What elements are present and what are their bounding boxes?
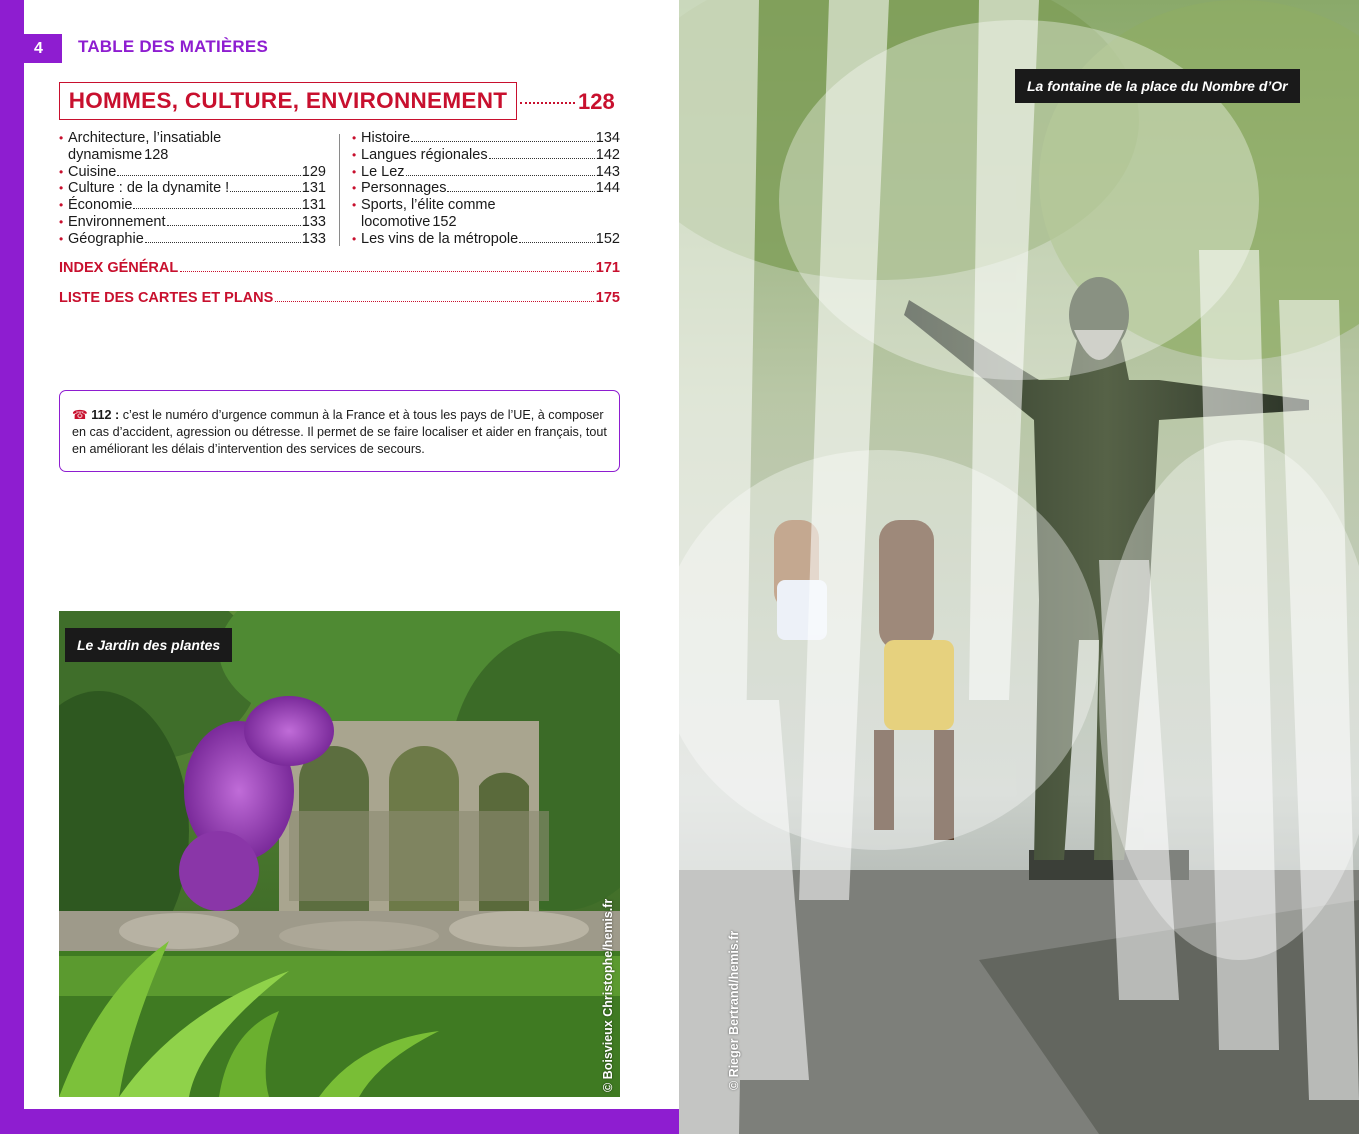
bullet-icon: • [352,131,357,145]
page-edge-bar [0,0,24,1109]
leader-dots [406,175,595,176]
toc-entry[interactable] [352,164,620,181]
toc-maps-entry[interactable] [59,290,620,306]
emergency-number: 112 : [91,408,120,422]
toc-entry[interactable] [59,130,326,164]
toc-label-cont: locomotive [361,213,431,230]
bullet-icon: • [352,231,357,246]
toc-label: Architecture, l’insatiable [68,130,222,146]
leader-dots [519,242,595,243]
page-bottom-bar [0,1109,679,1134]
index-page: 171 [595,260,620,276]
toc-label: Le Lez [361,163,405,180]
toc-page: 143 [595,163,620,180]
emergency-info-box [59,390,620,472]
toc-entry[interactable] [59,214,326,231]
toc-page: 131 [301,197,326,214]
column-divider [339,134,340,246]
toc-label-cont: dynamisme [68,146,143,163]
maps-label: LISTE DES CARTES ET PLANS [59,290,274,306]
toc-entry[interactable] [352,130,620,147]
phone-icon: ☎ [72,408,88,422]
toc-label: Sports, l’élite comme [361,197,496,214]
garden-credit: © Boisvieux Christophe/hemis.fr [601,898,615,1092]
section-leader-dots [520,102,575,104]
toc-entry[interactable] [59,164,326,181]
bullet-icon: • [352,147,357,162]
toc-entry[interactable] [59,231,326,248]
toc-column-right [352,130,620,248]
toc-page: 133 [301,230,326,247]
leader-dots [411,141,595,142]
toc-entry[interactable] [352,231,620,248]
toc-page: 134 [595,130,620,146]
leader-dots [180,271,594,272]
toc-page: 142 [595,146,620,163]
bullet-icon: • [59,198,64,213]
fountain-caption: La fontaine de la place du Nombre d’Or [1015,69,1300,103]
section-page[interactable]: 128 [578,89,615,114]
toc-label: Personnages [361,180,447,197]
leader-dots [167,225,301,226]
toc-page: 133 [301,213,326,230]
bullet-icon: • [59,214,64,229]
emergency-text: c’est le numéro d’urgence commun à la France et à tous les pays de l’UE, à composer en cas d’accident, agression ou détresse. Il permet de se faire localiser et aider en français, tout en améliorant les délais d’intervention des services de secours. [72,408,607,456]
toc-page: 144 [595,180,620,197]
toc-entry[interactable] [352,197,620,231]
fountain-credit: © Rieger Bertrand/hemis.fr [727,930,741,1090]
bullet-icon: • [59,231,64,246]
bullet-icon: • [59,181,64,196]
bullet-icon: • [352,181,357,196]
toc-label: Les vins de la métropole [361,230,519,247]
toc-page: 131 [301,180,326,197]
toc-page: 128 [144,146,169,163]
toc-entry[interactable] [59,197,326,214]
leader-dots [489,158,595,159]
toc-label: Histoire [361,130,411,146]
bullet-icon: • [352,164,357,179]
toc-entry[interactable] [352,147,620,164]
running-head: TABLE DES MATIÈRES [78,37,268,56]
index-label: INDEX GÉNÉRAL [59,260,179,276]
maps-page: 175 [595,290,620,306]
leader-dots [230,191,301,192]
leader-dots [133,208,300,209]
toc-label: Économie [68,197,133,214]
toc-index-entry[interactable] [59,260,620,276]
toc-column-left [59,130,326,248]
toc-label: Géographie [68,230,144,247]
fountain-photo [679,0,1359,1134]
leader-dots [117,175,300,176]
leader-dots [275,301,593,302]
fountain-illustration [679,0,1359,1134]
toc-entry[interactable] [59,180,326,197]
toc-label: Environnement [68,213,166,230]
garden-photo [59,611,620,1097]
bullet-icon: • [59,164,64,179]
leader-dots [145,242,301,243]
bullet-icon: • [352,198,357,213]
section-title[interactable]: HOMMES, CULTURE, ENVIRONNEMENT [68,88,508,113]
toc-label: Culture : de la dynamite ! [68,180,230,197]
toc-page: 129 [301,163,326,180]
page-number [0,34,62,63]
page-number-text: 4 [34,39,43,57]
section-title-box [59,82,517,120]
garden-illustration [59,611,620,1097]
toc-entry[interactable] [352,180,620,197]
bullet-icon: • [59,131,64,145]
toc-page: 152 [432,213,457,230]
toc-label: Cuisine [68,163,117,180]
toc-label: Langues régionales [361,146,488,163]
leader-dots [447,191,594,192]
toc-page: 152 [595,230,620,247]
garden-caption: Le Jardin des plantes [65,628,232,662]
